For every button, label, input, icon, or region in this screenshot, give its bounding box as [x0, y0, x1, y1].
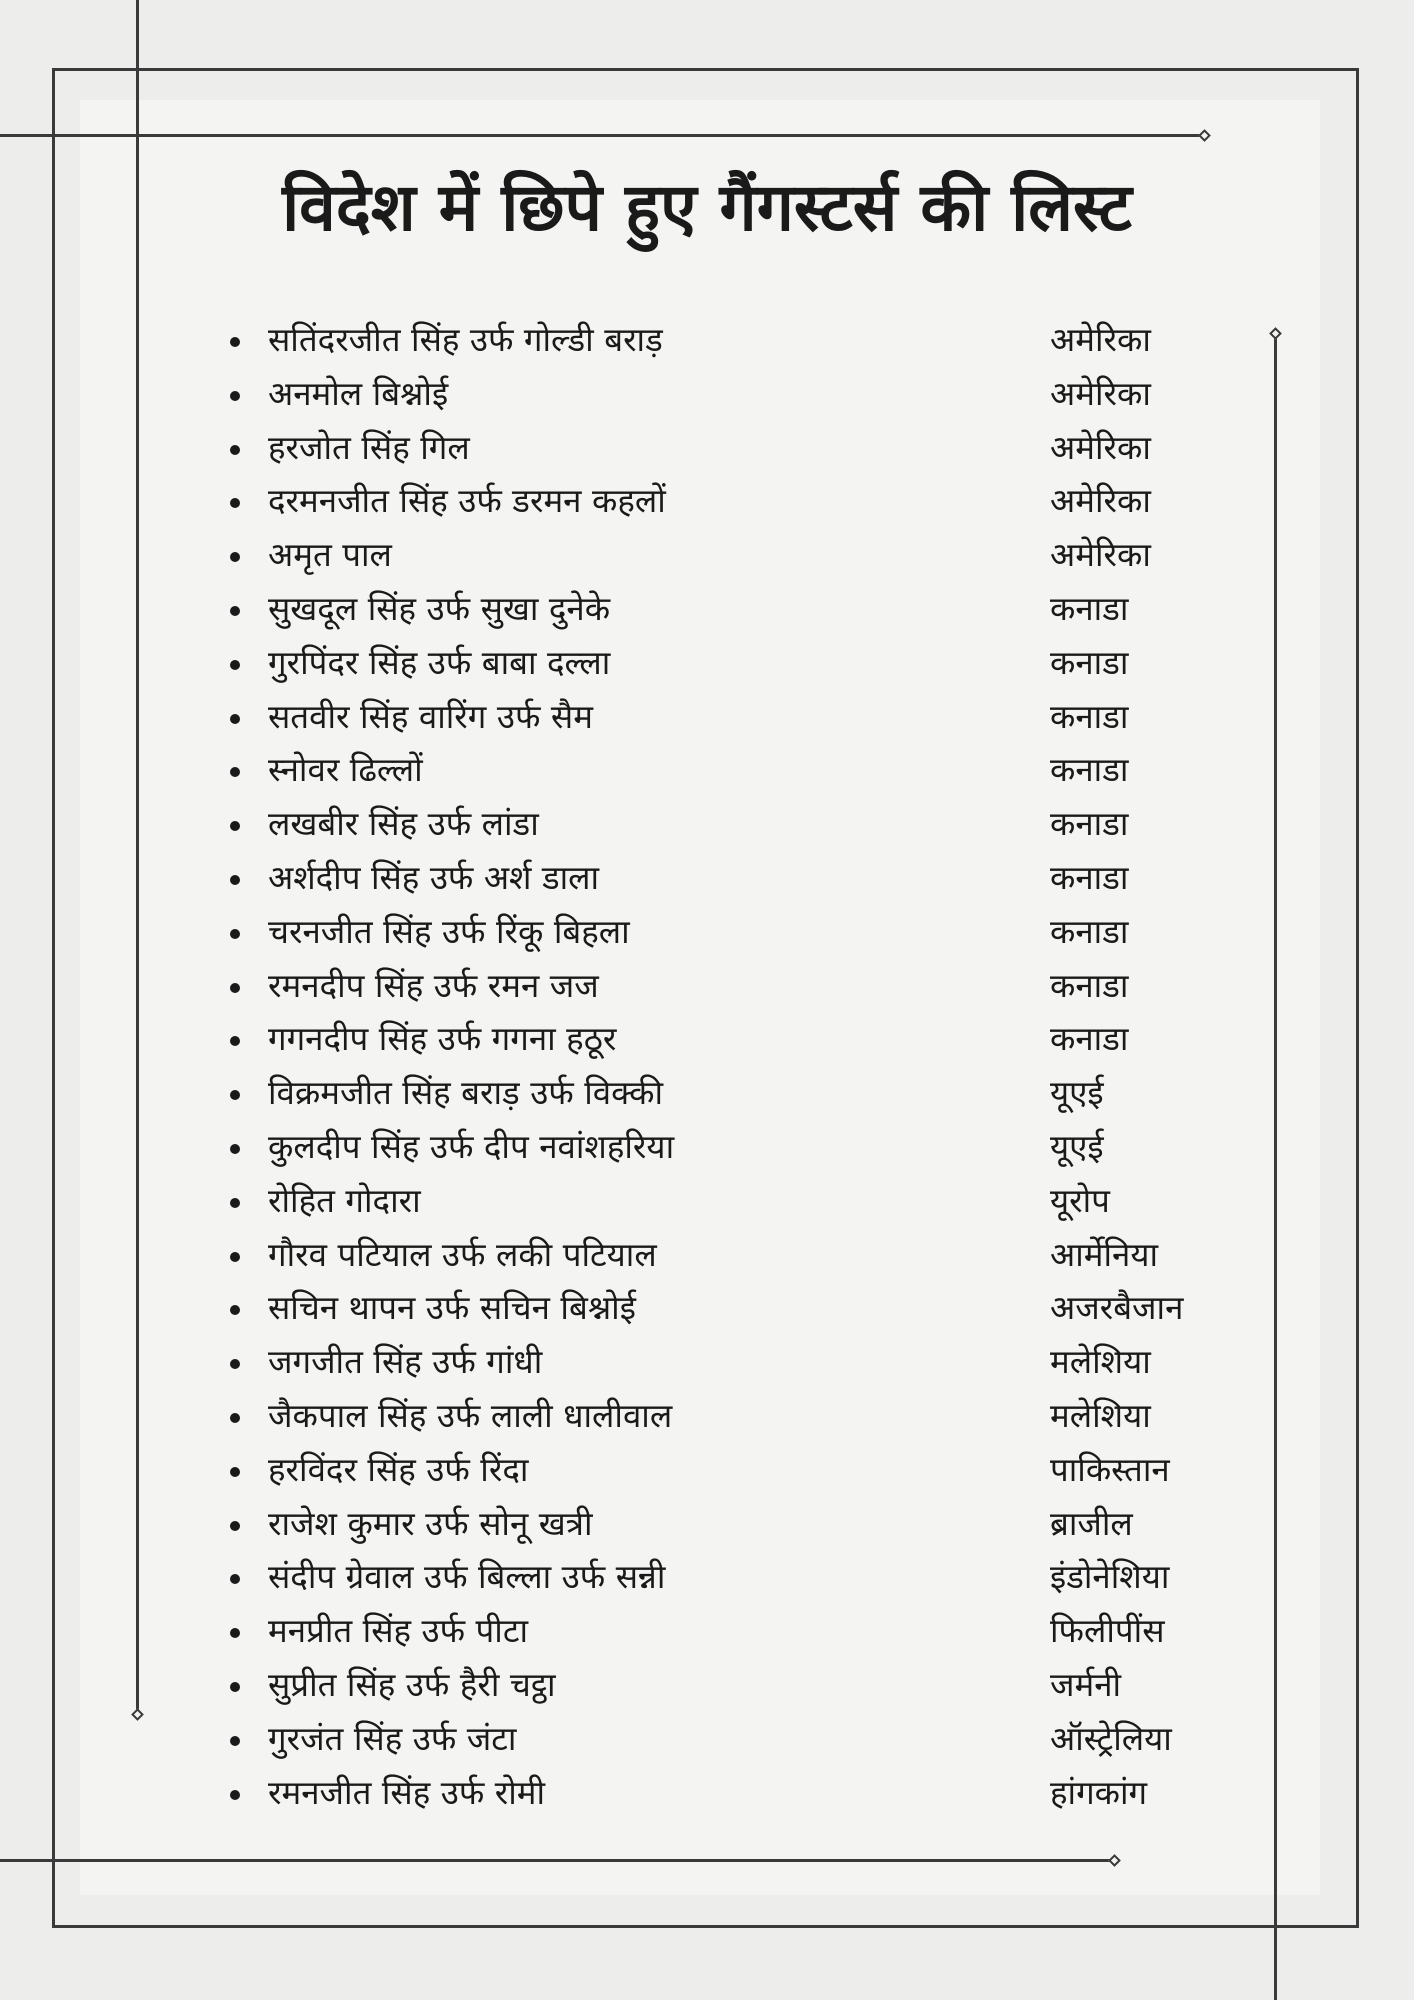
hiding-country: यूरोप	[1050, 1180, 1110, 1220]
gangster-name: रमनजीत सिंह उर्फ रोमी	[268, 1772, 546, 1812]
bullet-icon	[230, 1521, 240, 1531]
page-title: विदेश में छिपे हुए गैंगस्टर्स की लिस्ट	[282, 169, 1132, 246]
hiding-country: अमेरिका	[1050, 320, 1151, 359]
gangster-name: हरजोत सिंह गिल	[268, 427, 470, 467]
bullet-icon	[230, 983, 240, 993]
bullet-icon	[230, 660, 240, 670]
gangster-name: विक्रमजीत सिंह बराड़ उर्फ विक्की	[268, 1073, 663, 1113]
bullet-icon	[230, 498, 240, 508]
list-item	[230, 1714, 1230, 1768]
hiding-country: यूएई	[1050, 1126, 1104, 1166]
gangster-name: रमनदीप सिंह उर्फ रमन जज	[268, 965, 599, 1005]
list-item	[230, 1552, 1230, 1606]
hiding-country: कनाडा	[1050, 804, 1129, 844]
hiding-country: अमेरिका	[1050, 373, 1151, 413]
gangster-name: अमृत पाल	[268, 535, 392, 575]
bullet-icon	[230, 1790, 240, 1800]
list-item	[230, 1445, 1230, 1499]
list-item	[230, 584, 1230, 638]
bullet-icon	[230, 1574, 240, 1584]
hiding-country: कनाडा	[1050, 911, 1129, 951]
hiding-country: कनाडा	[1050, 696, 1129, 736]
hiding-country: अमेरिका	[1050, 535, 1151, 575]
bullet-icon	[230, 1628, 240, 1638]
gangster-name: गुरपिंदर सिंह उर्फ बाबा दल्ला	[268, 642, 611, 682]
hiding-country: इंडोनेशिया	[1050, 1557, 1170, 1597]
gangster-name: गौरव पटियाल उर्फ लकी पटियाल	[268, 1234, 657, 1274]
decorative-horizontal-line-bottom	[0, 1859, 1113, 1862]
bullet-icon	[230, 929, 240, 939]
hiding-country: अमेरिका	[1050, 481, 1151, 521]
list-item	[230, 692, 1230, 746]
hiding-country: जर्मनी	[1050, 1664, 1122, 1704]
list-item	[230, 1337, 1230, 1391]
gangster-name: सचिन थापन उर्फ सचिन बिश्नोई	[268, 1288, 636, 1328]
gangster-name: अर्शदीप सिंह उर्फ अर्श डाला	[268, 857, 600, 897]
hiding-country: कनाडा	[1050, 642, 1129, 682]
gangster-name: संदीप ग्रेवाल उर्फ बिल्ला उर्फ सन्नी	[268, 1557, 666, 1597]
decorative-horizontal-line-top	[0, 134, 1203, 137]
bullet-icon	[230, 1144, 240, 1154]
hiding-country: फिलीपींस	[1050, 1611, 1165, 1651]
hiding-country: ऑस्ट्रेलिया	[1050, 1718, 1172, 1758]
gangster-name: स्नोवर ढिल्लों	[268, 750, 423, 790]
bullet-icon	[230, 445, 240, 455]
bullet-icon	[230, 1198, 240, 1208]
list-item	[230, 1391, 1230, 1445]
hiding-country: कनाडा	[1050, 750, 1129, 790]
bullet-icon	[230, 1682, 240, 1692]
list-item	[230, 1014, 1230, 1068]
bullet-icon	[230, 391, 240, 401]
gangster-name: अनमोल बिश्नोई	[268, 373, 449, 413]
gangster-name: जगजीत सिंह उर्फ गांधी	[268, 1342, 543, 1382]
hiding-country: कनाडा	[1050, 857, 1129, 897]
hiding-country: पाकिस्तान	[1050, 1449, 1170, 1489]
list-item	[230, 799, 1230, 853]
gangster-name: रोहित गोदारा	[268, 1180, 421, 1220]
bullet-icon	[230, 552, 240, 562]
decorative-vertical-line-right	[1274, 335, 1277, 2000]
gangster-name: गगनदीप सिंह उर्फ गगना हठूर	[268, 1019, 617, 1059]
gangster-name: हरविंदर सिंह उर्फ रिंदा	[268, 1449, 529, 1489]
list-item	[230, 369, 1230, 423]
list-item	[230, 961, 1230, 1015]
gangster-list	[230, 315, 1230, 1821]
list-item	[230, 638, 1230, 692]
gangster-name: जैकपाल सिंह उर्फ लाली धालीवाल	[268, 1395, 673, 1435]
gangster-name: लखबीर सिंह उर्फ लांडा	[268, 804, 539, 844]
gangster-name: चरनजीत सिंह उर्फ रिंकू बिहला	[268, 911, 630, 951]
bullet-icon	[230, 1413, 240, 1423]
hiding-country: ब्राजील	[1050, 1503, 1133, 1543]
list-item	[230, 853, 1230, 907]
list-item	[230, 476, 1230, 530]
bullet-icon	[230, 1736, 240, 1746]
hiding-country: कनाडा	[1050, 965, 1129, 1005]
gangster-name: सुखदूल सिंह उर्फ सुखा दुनेके	[268, 588, 611, 628]
list-item	[230, 1768, 1230, 1822]
gangster-name: गुरजंत सिंह उर्फ जंटा	[268, 1718, 517, 1758]
gangster-name: सतिंदरजीत सिंह उर्फ गोल्डी बराड़	[268, 320, 663, 359]
bullet-icon	[230, 1467, 240, 1477]
bullet-icon	[230, 1252, 240, 1262]
list-item	[230, 315, 1230, 369]
bullet-icon	[230, 1359, 240, 1369]
list-item	[230, 423, 1230, 477]
hiding-country: कनाडा	[1050, 588, 1129, 628]
bullet-icon	[230, 1036, 240, 1046]
hiding-country: कनाडा	[1050, 1019, 1129, 1059]
gangster-name: सुप्रीत सिंह उर्फ हैरी चट्ठा	[268, 1664, 556, 1704]
list-item	[230, 530, 1230, 584]
list-item	[230, 1176, 1230, 1230]
gangster-name: दरमनजीत सिंह उर्फ डरमन कहलों	[268, 481, 666, 521]
list-item	[230, 1499, 1230, 1553]
bullet-icon	[230, 767, 240, 777]
gangster-name: सतवीर सिंह वारिंग उर्फ सैम	[268, 696, 593, 736]
hiding-country: अमेरिका	[1050, 427, 1151, 467]
bullet-icon	[230, 337, 240, 347]
hiding-country: अजरबैजान	[1050, 1288, 1184, 1328]
bullet-icon	[230, 1090, 240, 1100]
list-item	[230, 745, 1230, 799]
bullet-icon	[230, 875, 240, 885]
bullet-icon	[230, 821, 240, 831]
list-item	[230, 1122, 1230, 1176]
hiding-country: मलेशिया	[1050, 1342, 1151, 1382]
gangster-name: कुलदीप सिंह उर्फ दीप नवांशहरिया	[268, 1126, 675, 1166]
list-item	[230, 907, 1230, 961]
hiding-country: हांगकांग	[1050, 1772, 1148, 1812]
list-item	[230, 1606, 1230, 1660]
hiding-country: मलेशिया	[1050, 1395, 1151, 1435]
hiding-country: आर्मेनिया	[1050, 1234, 1159, 1274]
list-item	[230, 1283, 1230, 1337]
list-item	[230, 1068, 1230, 1122]
decorative-vertical-line-left	[136, 0, 139, 1714]
bullet-icon	[230, 1305, 240, 1315]
list-item	[230, 1230, 1230, 1284]
bullet-icon	[230, 714, 240, 724]
hiding-country: यूएई	[1050, 1073, 1104, 1113]
gangster-name: मनप्रीत सिंह उर्फ पीटा	[268, 1611, 529, 1651]
gangster-name: राजेश कुमार उर्फ सोनू खत्री	[268, 1503, 593, 1543]
bullet-icon	[230, 606, 240, 616]
list-item	[230, 1660, 1230, 1714]
